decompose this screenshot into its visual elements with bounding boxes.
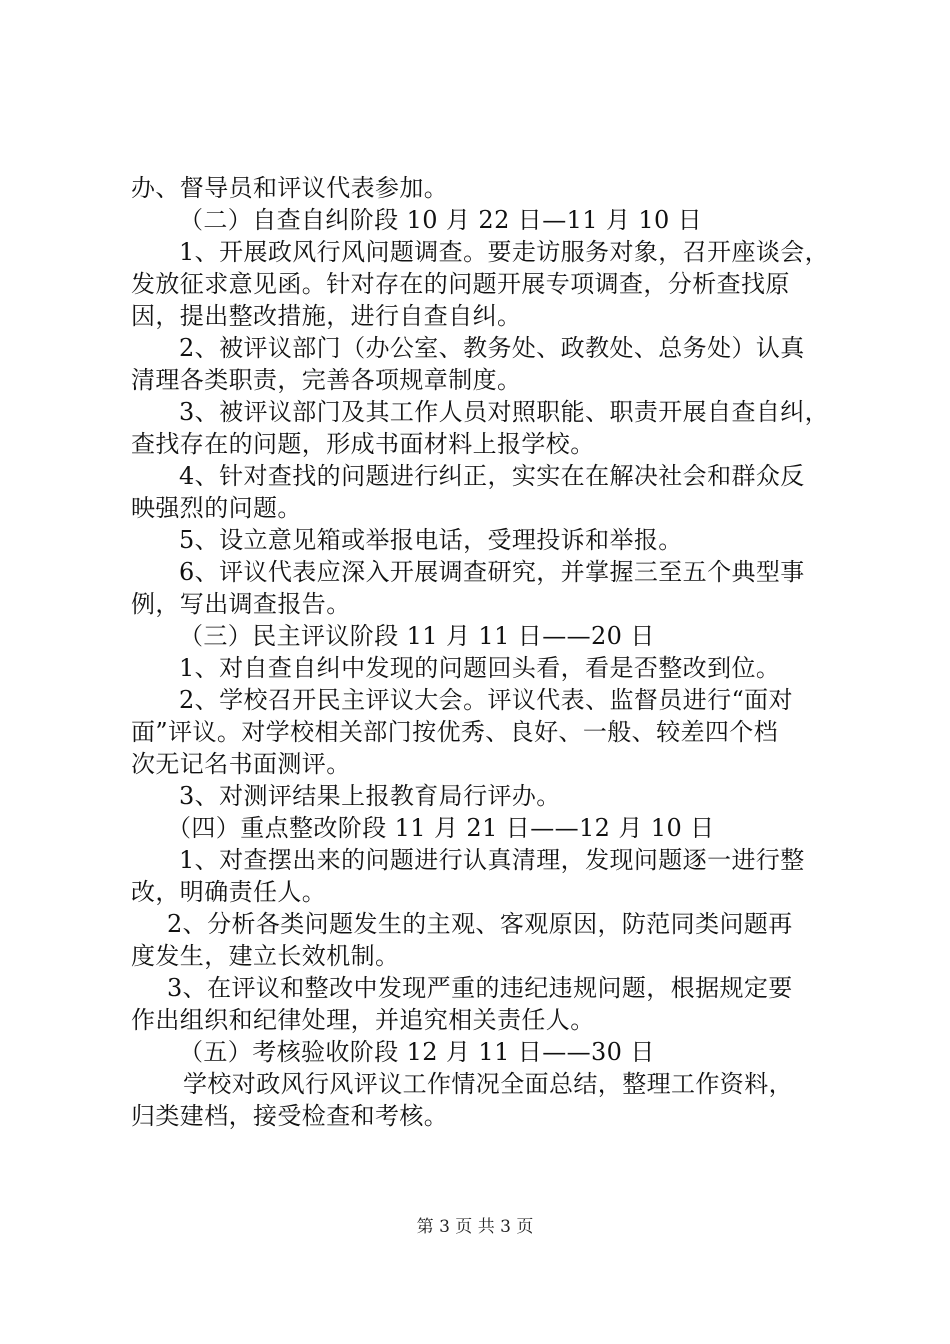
section-heading-2: （二）自查自纠阶段 10 月 22 日—11 月 10 日 [179, 206, 703, 234]
paragraph-line: 2、被评议部门（办公室、教务处、政教处、总务处）认真 [179, 334, 805, 362]
paragraph-line: 2、学校召开民主评议大会。评议代表、监督员进行“面对 [179, 686, 793, 714]
paragraph-line: 面”评议。对学校相关部门按优秀、良好、一般、较差四个档 [131, 718, 779, 746]
paragraph-line: 1、开展政风行风问题调查。要走访服务对象，召开座谈会， [179, 238, 830, 266]
paragraph-line: 1、对查摆出来的问题进行认真清理，发现问题逐一进行整 [179, 846, 805, 874]
paragraph-line: 次无记名书面测评。 [131, 750, 351, 778]
paragraph-line: 度发生，建立长效机制。 [131, 942, 400, 970]
page-number-footer: 第 3 页 共 3 页 [416, 1217, 534, 1237]
section-heading-5: （五）考核验收阶段 12 月 11 日——30 日 [179, 1038, 655, 1066]
document-body [131, 172, 831, 1132]
paragraph-line: 例，写出调查报告。 [131, 590, 351, 618]
paragraph-line: 清理各类职责，完善各项规章制度。 [131, 366, 522, 394]
paragraph-line: 3、在评议和整改中发现严重的违纪违规问题，根据规定要 [167, 974, 793, 1002]
paragraph-line: 5、设立意见箱或举报电话，受理投诉和举报。 [179, 526, 683, 554]
paragraph-line: 3、被评议部门及其工作人员对照职能、职责开展自查自纠， [179, 398, 830, 426]
paragraph-line: 办、督导员和评议代表参加。 [131, 174, 449, 202]
paragraph-line: 归类建档，接受检查和考核。 [131, 1102, 449, 1130]
paragraph-line: 2、分析各类问题发生的主观、客观原因，防范同类问题再 [167, 910, 793, 938]
paragraph-line: 6、评议代表应深入开展调查研究，并掌握三至五个典型事 [179, 558, 805, 586]
paragraph-line: 映强烈的问题。 [131, 494, 302, 522]
paragraph-line: 改，明确责任人。 [131, 878, 327, 906]
paragraph-line: 因，提出整改措施，进行自查自纠。 [131, 302, 522, 330]
section-heading-3: （三）民主评议阶段 11 月 11 日——20 日 [179, 622, 655, 650]
paragraph-line: 4、针对查找的问题进行纠正，实实在在解决社会和群众反 [179, 462, 805, 490]
paragraph-line: 查找存在的问题，形成书面材料上报学校。 [131, 430, 595, 458]
paragraph-line: 3、对测评结果上报教育局行评办。 [179, 782, 561, 810]
paragraph-line: 学校对政风行风评议工作情况全面总结，整理工作资料， [183, 1070, 793, 1098]
paragraph-line: 作出组织和纪律处理，并追究相关责任人。 [131, 1006, 595, 1034]
paragraph-line: 发放征求意见函。针对存在的问题开展专项调查，分析查找原 [131, 270, 790, 298]
paragraph-line: 1、对自查自纠中发现的问题回头看，看是否整改到位。 [179, 654, 781, 682]
section-heading-4: （四）重点整改阶段 11 月 21 日——12 月 10 日 [167, 814, 715, 842]
